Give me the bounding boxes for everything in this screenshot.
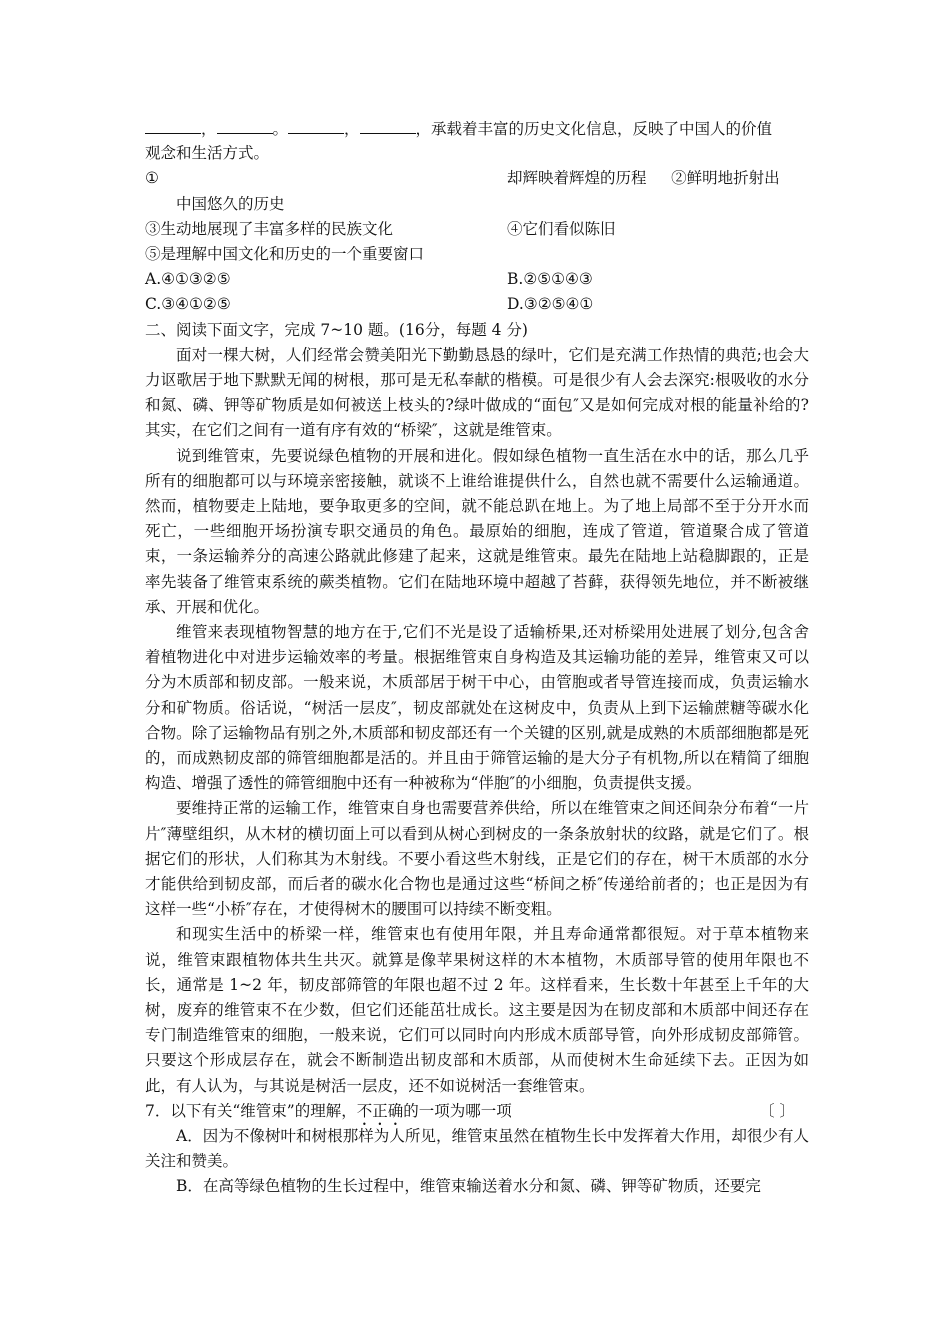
q6-choices-row1 — [145, 267, 809, 292]
q6-choice-b[interactable]: B.②⑤①④③ — [507, 270, 593, 289]
answer-blank-4[interactable] — [360, 116, 416, 134]
answer-blank-2[interactable] — [217, 116, 273, 134]
q7-answer-parentheses[interactable]: 〔 〕 — [759, 1101, 795, 1120]
q6-stem-tail: ，承载着丰富的历史文化信息，反映了中国人的价值 — [415, 120, 773, 138]
q7-stem-before: 7．以下有关“维管束”的理解， — [145, 1101, 357, 1120]
q7-option-a[interactable]: A．因为不像树叶和树根那样为人所见，维管束虽然在植物生长中发挥着大作用，却很少有人关注和赞美。 — [145, 1126, 809, 1171]
q7-stem-emphasis: 不正确 — [356, 1101, 404, 1120]
q6-option-1-2 — [507, 166, 809, 191]
q6-stem-line1 — [145, 116, 809, 141]
passage-paragraph-3: 维管来表现植物智慧的地方在于,它们不光是设了适输桥果,还对桥梁用处进展了划分,包含舍着植物进化中对进步运输效率的考量。根据维管束自身构造及其运输功能的差异，维管束又可以分为木质部和韧皮部。一般来说，木质部居于树干中心，由管胞或者导管连接而成，负责运输水分和矿物质。俗话说，“树活一层皮″，韧皮部就处在这树皮中，负责从上到下运输蔗糖等碳水化合物。除了运输物品有别之外,木质部和韧皮部还有一个关键的区别,就是成熟的木质部细胞都是死的，而成熟韧皮部的筛管细胞都是活的。并且由于筛管运输的是大分子有机物,所以在精简了细胞构造、增强了透性的筛管细胞中还有一种被称为“伴胞″的小细胞，负责提供支援。 — [145, 622, 809, 793]
q7-stem-text — [145, 1099, 512, 1124]
separator: ， — [344, 120, 360, 138]
q6-choice-c[interactable]: C.③④①②⑤ — [145, 295, 231, 314]
q6-options-row1 — [145, 166, 809, 191]
passage-paragraph-4: 要维持正常的运输工作，维管束自身也需要营养供给，所以在维管束之间还间杂分布着“一片片″薄壁组织，从木材的横切面上可以看到从树心到树皮的一条条放射状的纹路，就是它们了。根据它们的形状，人们称其为木射线。不要小看这些木射线，正是它们的存在，树干木质部的水分才能供给到韧皮部，而后者的碳水化合物也是通过这些“桥间之桥″传递给前者的；也正是因为有这样一些“小桥″存在，才使得树木的腰围可以持续不断变粗。 — [145, 799, 809, 919]
q6-option-1-text: 却辉映着辉煌的历程 — [507, 169, 647, 188]
passage-paragraph-5: 和现实生活中的桥梁一样，维管束也有使用年限，并且寿命通常都很短。对于草本植物来说，维管束跟植物体共生共灭。就算是像苹果树这样的木本植物，木质部导管的使用年限也不长，通常是 1~2 年，韧皮部筛管的年限也超不过 2 年。这样看来，生长数十年甚至上千年的大树，废弃的维管束不在少数，但它们还能茁壮成长。这主要是因为在韧皮部和木质部中间还存在专门制造维管束的细胞，一般来说，它们可以同时向内形成木质部导管，向外形成韧皮部筛管。只要这个形成层存在，就会不断制造出韧皮部和木质部，从而使树木生命延续下去。正因为如此，有人认为，与其说是树活一层皮，还不如说树活一套维管束。 — [145, 925, 809, 1095]
q6-options-row2 — [145, 217, 809, 242]
q6-option-3: ③生动地展现了丰富多样的民族文化 — [145, 219, 394, 238]
q6-option-5: ⑤是理解中国文化和历史的一个重要窗口 — [145, 244, 425, 263]
exam-page — [145, 116, 809, 1200]
section-2-title: 二、阅读下面文字，完成 7~10 题。(16分，每题 4 分) — [145, 320, 528, 339]
q7-stem — [145, 1099, 809, 1124]
q6-choices-row2 — [145, 292, 809, 317]
answer-blank-3[interactable] — [288, 116, 344, 134]
q6-choice-d[interactable]: D.③②⑤④① — [507, 295, 594, 314]
passage-paragraph-1: 面对一棵大树，人们经常会赞美阳光下勤勤恳恳的绿叶，它们是充满工作热情的典范;也会大力讴歌居于地下默默无闻的树根，那可是无私奉献的楷模。可是很少有人会去深究:根吸收的水分和氮、磷、钾等矿物质是如何被送上枝头的?绿叶做成的“面包″又是如何完成对根的能量补给的?其实，在它们之间有一道有序有效的“桥梁″，这就是维管束。 — [145, 345, 809, 440]
separator: ， — [201, 120, 217, 138]
q6-option-1-number: ① — [145, 169, 159, 188]
q6-option-2-continuation: 中国悠久的历史 — [176, 194, 285, 213]
q6-choice-a[interactable]: A.④①③②⑤ — [145, 270, 231, 289]
answer-blank-1[interactable] — [145, 116, 201, 134]
separator: 。 — [272, 120, 289, 138]
q6-option-2-text: ②鲜明地折射出 — [671, 169, 780, 188]
q7-option-b[interactable]: B．在高等绿色植物的生长过程中，维管束输送着水分和氮、磷、钾等矿物质，还要完 — [176, 1177, 761, 1196]
passage-paragraph-2: 说到维管束，先要说绿色植物的开展和进化。假如绿色植物一直生活在水中的话，那么几乎所有的细胞都可以与环境亲密接触，就谈不上谁给谁提供什么，自然也就不需要什么运输通道。然而，植物要走上陆地，要争取更多的空间，就不能总趴在地上。为了地上局部不至于分开水而死亡，一些细胞开场扮演专职交通员的角色。最原始的细胞，连成了管道，管道聚合成了管道束，一条运输养分的高速公路就此修建了起来，这就是维管束。最先在陆地上站稳脚跟的，正是率先装备了维管束系统的蕨类植物。它们在陆地环境中超越了苔藓，获得领先地位，并不断被继承、开展和优化。 — [145, 446, 809, 616]
q6-option-4: ④它们看似陈旧 — [507, 219, 616, 238]
q7-stem-after: 的一项为哪一项 — [403, 1101, 512, 1120]
q6-stem-line2: 观念和生活方式。 — [145, 144, 270, 163]
